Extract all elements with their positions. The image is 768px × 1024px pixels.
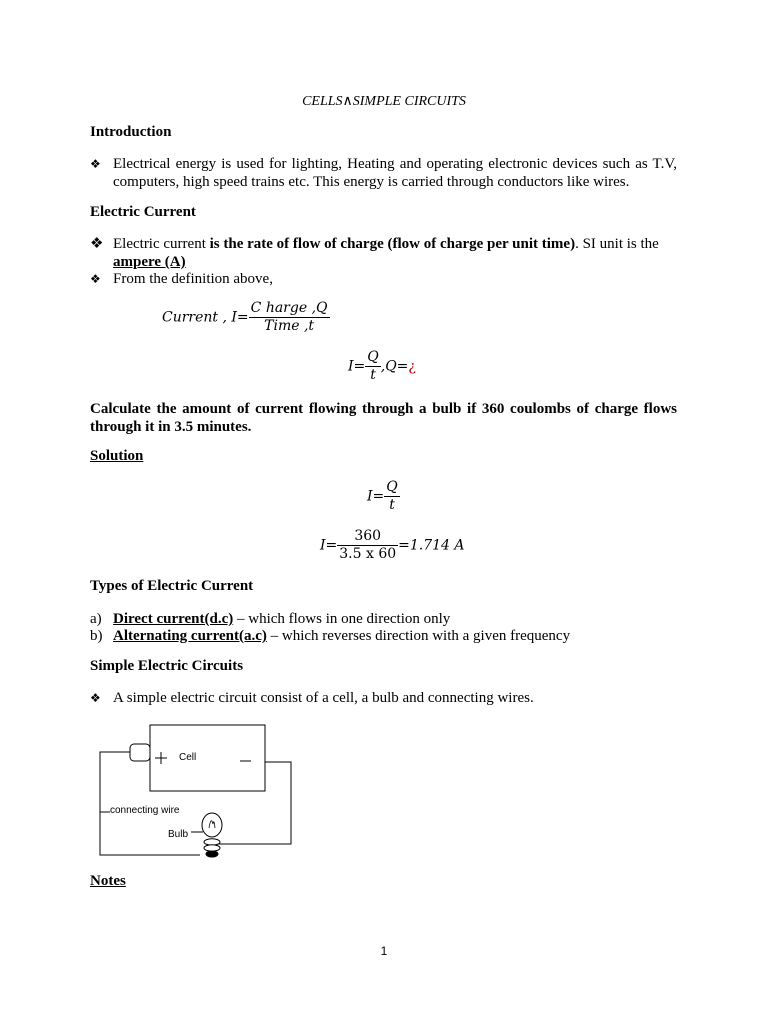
connecting-wire-label: connecting wire — [110, 805, 180, 816]
list-item-ac — [90, 627, 570, 645]
list-item-dc — [90, 610, 450, 628]
definition-text — [113, 235, 677, 271]
formula1-lhs: Current , I= — [162, 309, 249, 326]
bullet-diamond-icon: ❖ — [90, 234, 104, 252]
cell-terminal — [130, 744, 150, 761]
cell-box — [150, 725, 265, 791]
formula2-lhs: I= — [348, 358, 366, 375]
solution2-numerator: 360 — [337, 528, 398, 546]
bullet-diamond-icon: ❖ — [90, 157, 101, 171]
solution1-numerator: Q — [386, 479, 398, 495]
heading-types: Types of Electric Current — [90, 578, 254, 594]
list-desc: – which reverses direction with a given frequency — [266, 628, 571, 644]
formula-current-short — [348, 349, 416, 384]
wire-right — [217, 762, 291, 844]
intro-text: Electrical energy is used for lighting, Heating and operating electronic devices such as T.V, computers, high speed trains etc. This energy is carried through conductors like wires. — [113, 156, 677, 190]
circuit-diagram — [90, 718, 305, 863]
formula1-numerator: C harge ,Q — [250, 300, 328, 316]
list-term: Direct current(d.c) — [113, 611, 234, 627]
from-definition-text: From the definition above, — [113, 271, 273, 287]
definition-pre: Electric current — [113, 236, 210, 252]
solution2-fraction — [337, 528, 398, 563]
formula-solution-2 — [320, 528, 465, 563]
question-text: Calculate the amount of current flowing through a bulb if 360 coulombs of charge flows through it in 3.5 minutes. — [90, 401, 677, 435]
bullet-diamond-icon: ❖ — [90, 272, 101, 286]
bullet-diamond-icon: ❖ — [90, 691, 101, 705]
si-unit: ampere (A) — [113, 254, 186, 270]
formula2-numerator: Q — [367, 349, 379, 365]
definition-bold: is the rate of flow of charge (flow of charge per unit time) — [209, 236, 576, 252]
list-item-circuit — [90, 689, 677, 707]
list-label: a) — [90, 611, 102, 627]
formula1-denominator: Time ,t — [264, 318, 315, 334]
solution1-fraction — [384, 479, 399, 514]
formula-solution-1 — [367, 479, 400, 514]
formula2-glyph: ¿ — [408, 358, 416, 375]
list-desc: – which flows in one direction only — [233, 611, 451, 627]
solution1-denominator: t — [389, 497, 395, 513]
bulb-label: Bulb — [168, 829, 189, 840]
formula1-fraction — [249, 300, 330, 335]
list-item-intro — [90, 155, 677, 191]
heading-electric-current: Electric Current — [90, 204, 196, 220]
formula-current-definition — [162, 300, 330, 335]
list-term: Alternating current(a.c) — [113, 628, 267, 644]
bulb-icon — [202, 813, 222, 857]
list-item-definition — [90, 235, 677, 271]
solution2-lhs: I= — [320, 537, 338, 554]
definition-post: . SI unit is the — [575, 236, 659, 252]
page-title: CELLS∧SIMPLE CIRCUITS — [302, 94, 466, 109]
solution2-result: =1.714 A — [398, 537, 465, 554]
list-label: b) — [90, 628, 103, 644]
list-item-from-definition — [90, 270, 677, 288]
formula2-fraction — [365, 349, 380, 384]
formula2-rhs: ,Q= — [380, 358, 409, 375]
heading-notes: Notes — [90, 873, 126, 889]
solution2-denominator: 3.5 x 60 — [339, 546, 397, 562]
formula2-denominator: t — [370, 367, 376, 383]
cell-label: Cell — [179, 752, 197, 763]
heading-simple-circuits: Simple Electric Circuits — [90, 658, 244, 674]
heading-solution: Solution — [90, 448, 144, 464]
page-number: 1 — [380, 944, 388, 958]
circuit-text: A simple electric circuit consist of a cell, a bulb and connecting wires. — [113, 690, 534, 706]
heading-introduction: Introduction — [90, 124, 172, 140]
solution1-lhs: I= — [367, 488, 385, 505]
